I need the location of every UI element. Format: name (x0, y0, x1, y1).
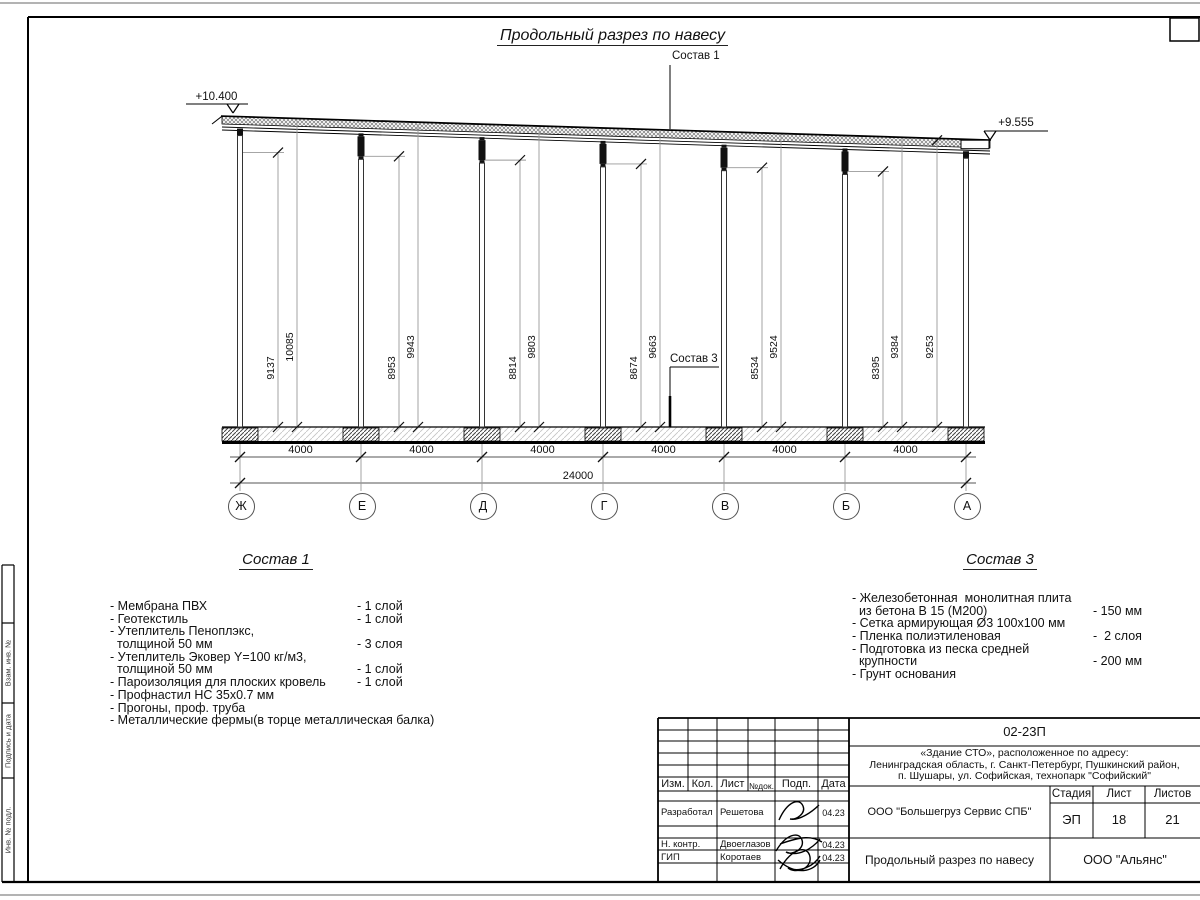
doc-number: 02-23П (1003, 724, 1046, 739)
axis-bubble-А: А (954, 493, 981, 520)
col-list: Лист (720, 778, 745, 790)
legend-item-text: - Мембрана ПВХ (110, 599, 208, 613)
sheet-value: 18 (1111, 812, 1127, 827)
sheets-label: Листов (1153, 788, 1192, 800)
signature-scrawls (776, 802, 822, 871)
legend-item-text: толщиной 50 мм (110, 637, 213, 652)
name-ncontrol: Двоеглазов (720, 838, 771, 850)
legend-item-qty: - 1 слой (357, 662, 403, 677)
name-gip: Коротаев (720, 851, 762, 863)
legend3-title (940, 551, 1060, 568)
sheet-label: Лист (1106, 788, 1132, 800)
role-gip: ГИП (661, 851, 680, 863)
legend-item-qty: - 200 мм (1093, 654, 1143, 669)
legend1-title (216, 551, 336, 568)
date-developer: 04.23 (822, 808, 845, 818)
legend-item-text: - Утеплитель Пеноплэкс, (110, 624, 255, 639)
col-izm: Изм. (661, 778, 685, 790)
legend-item-text: - Металлические фермы(в торце металлическая балка) (110, 713, 435, 728)
dim-height-inner-3: 8674 (628, 356, 640, 380)
sheets-value: 21 (1165, 812, 1180, 827)
dim-bay-4: 4000 (772, 444, 797, 456)
dim-height-outer-3: 9663 (647, 335, 659, 359)
legend-item-text: - Пароизоляция для плоских кровель (110, 675, 326, 690)
legend-item-text: из бетона В 15 (М200) (852, 603, 988, 618)
legend3-list (852, 592, 1192, 681)
legend-item-qty: - 150 мм (1093, 603, 1143, 618)
legend-item-qty: - 3 слоя (357, 637, 403, 652)
org-name: ООО "Большегруз Сервис СПБ" (867, 806, 1032, 818)
legend-item-text: - Железобетонная монолитная плита (852, 591, 1072, 605)
legend-item-text: - Сетка армирующая Ø3 100х100 мм (852, 616, 1066, 631)
dim-bay-1: 4000 (409, 444, 434, 456)
axis-bubble-Ж: Ж (228, 493, 255, 520)
col-kol: Кол. (691, 778, 714, 790)
legend-item-text: - Грунт основания (852, 667, 957, 682)
legend3-title-text: Состав 3 (963, 551, 1037, 570)
elevation-mark-left: +10.400 (195, 91, 238, 103)
project-address-3: п. Шушары, ул. Софийская, технопарк "Софийский" (898, 770, 1151, 782)
col-data: Дата (821, 778, 846, 790)
dim-height-inner-0: 9137 (265, 356, 277, 380)
project-address-2: Ленинградская область, г. Санкт-Петербург, Пушкинский район, (869, 758, 1180, 771)
legend-row (852, 668, 1192, 681)
dim-height-inner-1: 8953 (386, 356, 398, 380)
elevation-mark-right: +9.555 (998, 117, 1034, 129)
name-developer: Решетова (720, 807, 764, 818)
date-ncontrol: 04.23 (822, 839, 845, 850)
legend-item-text: - Прогоны, проф. труба (110, 700, 246, 715)
dim-total: 24000 (562, 470, 594, 482)
legend-item-qty: - 1 слой (357, 611, 403, 626)
legend-item-text: - Геотекстиль (110, 611, 189, 626)
dim-height-outer-0: 10085 (284, 332, 296, 362)
dim-height-inner-5: 8395 (870, 356, 882, 380)
dim-height-outer-4: 9524 (768, 335, 780, 359)
legend-item-qty: - 1 слой (357, 599, 403, 613)
margin-label-inv: Инв. № подл. (3, 806, 13, 854)
legend-item-text: толщиной 50 мм (110, 662, 213, 677)
legend-item-text: крупности (852, 654, 918, 669)
stage-value: ЭП (1062, 812, 1081, 827)
legend-item-text: - Профнастил НС 35х0.7 мм (110, 687, 275, 702)
page-title-text: Продольный разрез по навесу (497, 27, 728, 46)
dim-height-outer-5: 9384 (889, 335, 901, 359)
axis-bubble-Е: Е (349, 493, 376, 520)
dim-height-outer-2: 9803 (526, 335, 538, 359)
date-gip: 04.23 (822, 852, 845, 863)
legend-item-qty: - 2 слоя (1093, 629, 1142, 644)
project-address-1: «Здание СТО», расположенное по адресу: (920, 747, 1129, 759)
callout-sostav1: Состав 1 (672, 50, 720, 62)
dim-bay-2: 4000 (530, 444, 555, 456)
legend-item-qty: - 1 слой (357, 675, 403, 690)
role-ncontrol: Н. контр. (661, 838, 701, 850)
dim-bay-3: 4000 (651, 444, 676, 456)
axis-bubble-Д: Д (470, 493, 497, 520)
legend-item-text: - Подготовка из песка средней (852, 641, 1030, 656)
company-name: ООО "Альянс" (1083, 853, 1167, 867)
margin-label-vzam: Взам. инв. № (3, 639, 13, 687)
axis-bubble-Г: Г (591, 493, 618, 520)
legend-row (110, 714, 510, 727)
page-title (495, 27, 730, 45)
drawing-title: Продольный разрез по навесу (864, 853, 1035, 867)
dim-height-outer-1: 9943 (405, 335, 417, 359)
callout-sostav3: Состав 3 (670, 353, 718, 365)
dim-height-inner-2: 8814 (507, 356, 519, 380)
role-developer: Разработал (661, 807, 713, 818)
axis-bubble-Б: Б (833, 493, 860, 520)
axis-bubble-В: В (712, 493, 739, 520)
legend-item-text: - Утеплитель Эковер Y=100 кг/м3, (110, 649, 307, 664)
stage-label: Стадия (1051, 788, 1092, 800)
margin-label-podpis: Подпись и дата (3, 714, 13, 768)
dim-bay-0: 4000 (288, 444, 313, 456)
dim-bay-5: 4000 (893, 444, 918, 456)
legend1-list (110, 600, 510, 727)
dim-height-inner-4: 8534 (749, 356, 761, 380)
dim-height-end: 9253 (924, 335, 936, 359)
col-ndok: №док. (749, 781, 774, 791)
legend-item-text: - Пленка полиэтиленовая (852, 629, 1001, 644)
legend1-title-text: Состав 1 (239, 551, 313, 570)
col-podp: Подп. (781, 778, 812, 790)
